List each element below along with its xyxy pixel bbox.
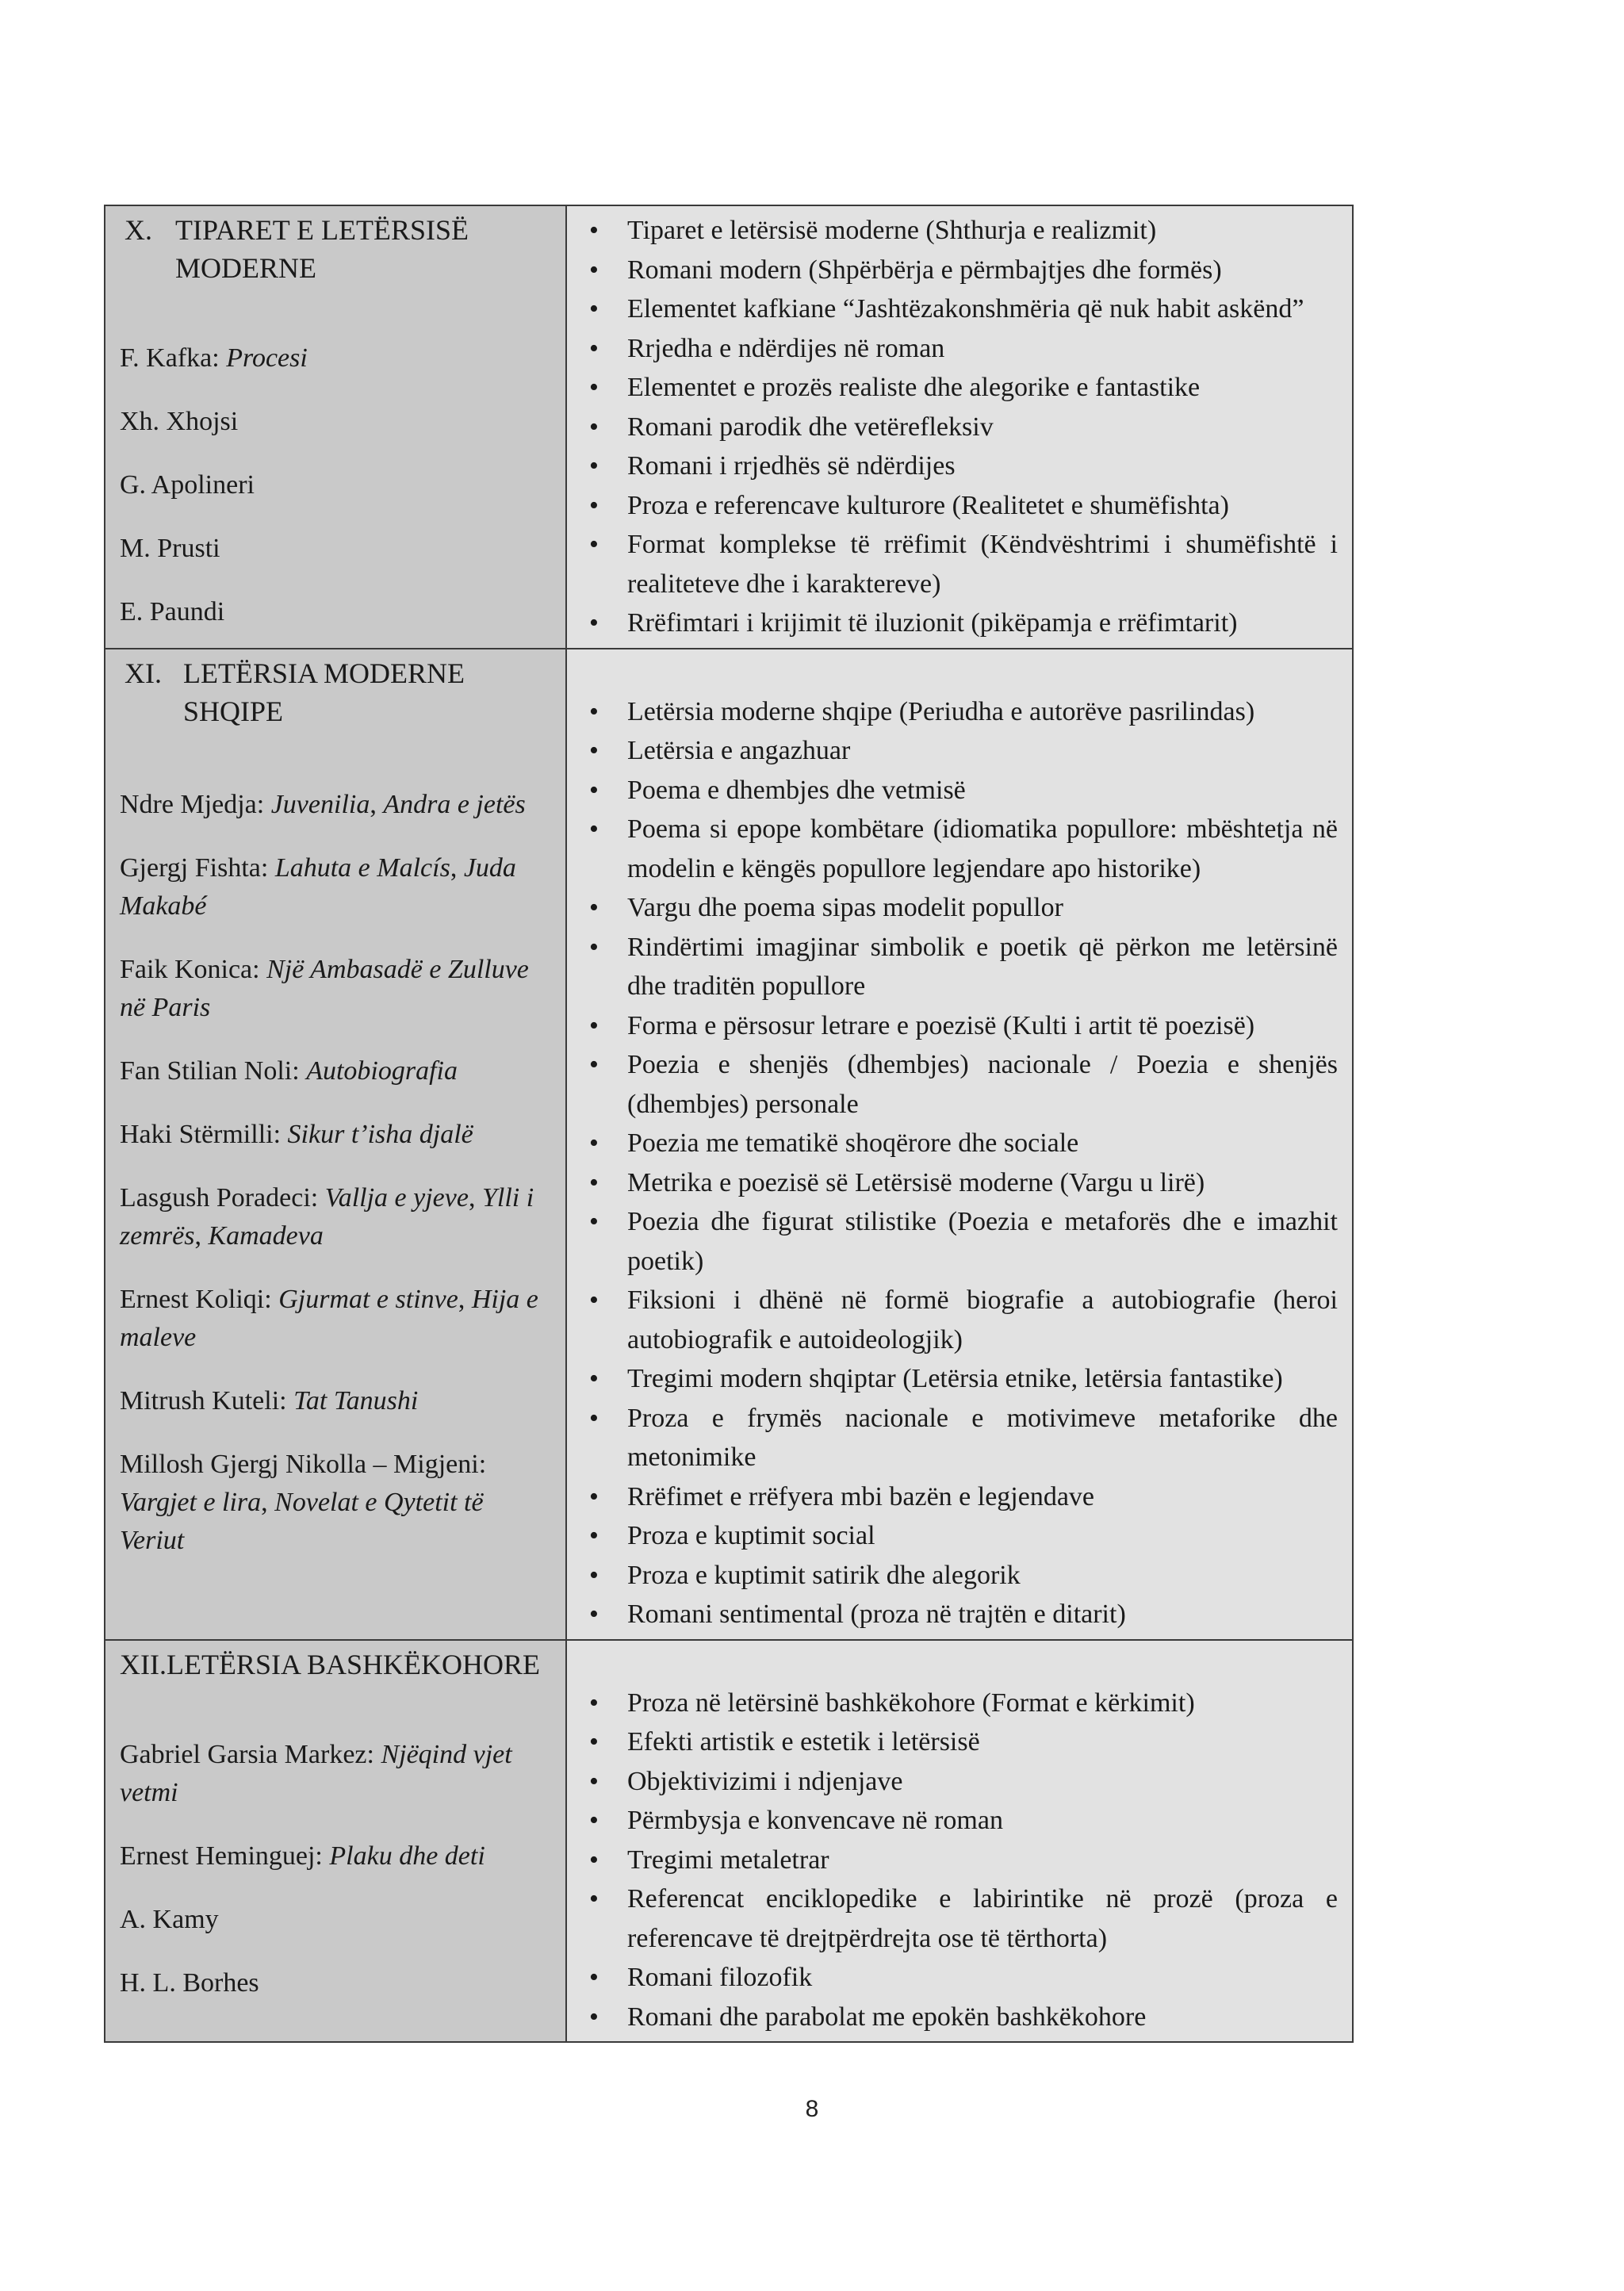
section-row-xi [105, 649, 1353, 1640]
topic-item: • Letërsia e angazhuar [578, 731, 1338, 771]
section-heading [120, 1645, 554, 1684]
topic-item: • Romani filozofik [578, 1958, 1338, 1998]
topic-item: • Metrika e poezisë së Letërsisë moderne (Vargu u lirë) [578, 1163, 1338, 1203]
author-entry: Fan Stilian Noli: Autobiografia [120, 1055, 458, 1086]
topic-item: • Proza e kuptimit social [578, 1516, 1338, 1556]
authors-cell [105, 205, 566, 649]
syllabus-table [104, 205, 1354, 2043]
topic-item: • Proza në letërsinë bashkëkohore (Format e kërkimit) [578, 1684, 1338, 1723]
author-entry: Faik Konica: Një Ambasadë e Zulluve në Paris [120, 954, 529, 1022]
topic-item: • Elementet kafkiane “Jashtëzakonshmëria që nuk habit askënd” [578, 289, 1338, 329]
topic-item: • Vargu dhe poema sipas modelit popullor [578, 888, 1338, 928]
author-entry: Mitrush Kuteli: Tat Tanushi [120, 1385, 419, 1416]
topic-item: • Përmbysja e konvencave në roman [578, 1801, 1338, 1841]
topic-item: • Poema si epope kombëtare (idiomatika popullore: mbështetja në modelin e këngës popullore legjendare apo historike) [578, 810, 1338, 888]
section-title-line1: LETËRSIA MODERNE [183, 657, 465, 689]
author-entry: E. Paundi [120, 597, 225, 626]
author-entry: M. Prusti [120, 534, 220, 563]
topic-item: • Poezia me tematikë shoqërore dhe sociale [578, 1124, 1338, 1163]
topic-item: • Efekti artistik e estetik i letërsisë [578, 1722, 1338, 1762]
author-entry: A. Kamy [120, 1904, 219, 1934]
author-entry: Ndre Mjedja: Juvenilia, Andra e jetës [120, 789, 526, 819]
topics-cell [566, 205, 1353, 649]
topic-item: • Poezia e shenjës (dhembjes) nacionale / Poezia e shenjës (dhembjes) personale [578, 1045, 1338, 1124]
topic-item: • Romani modern (Shpërbërja e përmbajtjes dhe formës) [578, 251, 1338, 290]
section-heading [120, 654, 554, 730]
topic-item: • Poema e dhembjes dhe vetmisë [578, 771, 1338, 810]
topic-item: • Romani sentimental (proza në trajtën e ditarit) [578, 1595, 1338, 1634]
topic-item: • Objektivizimi i ndjenjave [578, 1762, 1338, 1802]
authors-cell [105, 1640, 566, 2043]
topic-item: • Proza e kuptimit satirik dhe alegorik [578, 1556, 1338, 1596]
topic-item: • Rrëfimtari i krijimit të iluzionit (pikëpamja e rrëfimtarit) [578, 603, 1338, 643]
section-title-line2: SHQIPE [183, 695, 284, 727]
section-title-line1: TIPARET E LETËRSISË [175, 214, 469, 246]
author-entry: Ernest Heminguej: Plaku dhe deti [120, 1841, 485, 1871]
topic-item: • Elementet e prozës realiste dhe alegorike e fantastike [578, 368, 1338, 408]
section-title-line1: XII.LETËRSIA BASHKËKOHORE [120, 1648, 540, 1680]
topic-item: • Proza e referencave kulturore (Realitetet e shumëfishta) [578, 486, 1338, 526]
authors-cell [105, 649, 566, 1640]
topic-item: • Rindërtimi imagjinar simbolik e poetik që përkon me letërsinë dhe traditën popullore [578, 928, 1338, 1006]
topic-item: • Format komplekse të rrëfimit (Këndvështrimi i shumëfishtë i realiteteve dhe i karaktereve) [578, 525, 1338, 603]
author-entry: H. L. Borhes [120, 1967, 259, 1998]
topic-item: • Romani dhe parabolat me epokën bashkëkohore [578, 1998, 1338, 2037]
topic-item: • Proza e frymës nacionale e motivimeve metaforike dhe metonimike [578, 1399, 1338, 1477]
topics-list [578, 211, 1338, 643]
author-entry: Gabriel Garsia Markez: Njëqind vjet vetmi [120, 1739, 512, 1807]
author-entry: Gjergj Fishta: Lahuta e Malcís, Juda Makabé [120, 852, 516, 921]
topic-item: • Rrjedha e ndërdijes në roman [578, 329, 1338, 369]
author-entry: G. Apolineri [120, 470, 255, 500]
section-row-x [105, 205, 1353, 649]
section-number: XI. [124, 657, 162, 689]
topic-item: • Forma e përsosur letrare e poezisë (Kulti i artit të poezisë) [578, 1006, 1338, 1046]
author-entry: Ernest Koliqi: Gjurmat e stinve, Hija e maleve [120, 1284, 538, 1352]
section-heading [120, 211, 554, 287]
topics-list [578, 692, 1338, 1634]
topic-item: • Tiparet e letërsisë moderne (Shthurja e realizmit) [578, 211, 1338, 251]
topic-item: • Romani parodik dhe vetërefleksiv [578, 408, 1338, 447]
topic-item: • Rrëfimet e rrëfyera mbi bazën e legjendave [578, 1477, 1338, 1517]
section-number: X. [124, 214, 152, 246]
topic-item: • Fiksioni i dhënë në formë biografie a autobiografie (heroi autobiografik e autoideologjik) [578, 1281, 1338, 1359]
topic-item: • Referencat enciklopedike e labirintike në prozë (proza e referencave të drejtpërdrejta ose të tërthorta) [578, 1879, 1338, 1958]
author-entry: Millosh Gjergj Nikolla – Migjeni: Vargjet e lira, Novelat e Qytetit të Veriut [120, 1449, 487, 1555]
topic-item: • Romani i rrjedhës së ndërdijes [578, 446, 1338, 486]
author-entry: Xh. Xhojsi [120, 407, 239, 436]
author-entry: F. Kafka: Procesi [120, 343, 308, 373]
author-entry: Haki Stërmilli: Sikur t’isha djalë [120, 1119, 473, 1149]
author-entry: Lasgush Poradeci: Vallja e yjeve, Ylli i zemrës, Kamadeva [120, 1182, 534, 1251]
topics-cell [566, 1640, 1353, 2043]
topics-cell [566, 649, 1353, 1640]
topic-item: • Poezia dhe figurat stilistike (Poezia e metaforës dhe e imazhit poetik) [578, 1202, 1338, 1281]
topic-item: • Tregimi metaletrar [578, 1841, 1338, 1880]
section-row-xii [105, 1640, 1353, 2043]
topics-list [578, 1684, 1338, 2037]
topic-item: • Tregimi modern shqiptar (Letërsia etnike, letërsia fantastike) [578, 1359, 1338, 1399]
topic-item: • Letërsia moderne shqipe (Periudha e autorëve pasrilindas) [578, 692, 1338, 732]
page-number: 8 [805, 2096, 819, 2122]
section-title-line2: MODERNE [175, 252, 316, 284]
